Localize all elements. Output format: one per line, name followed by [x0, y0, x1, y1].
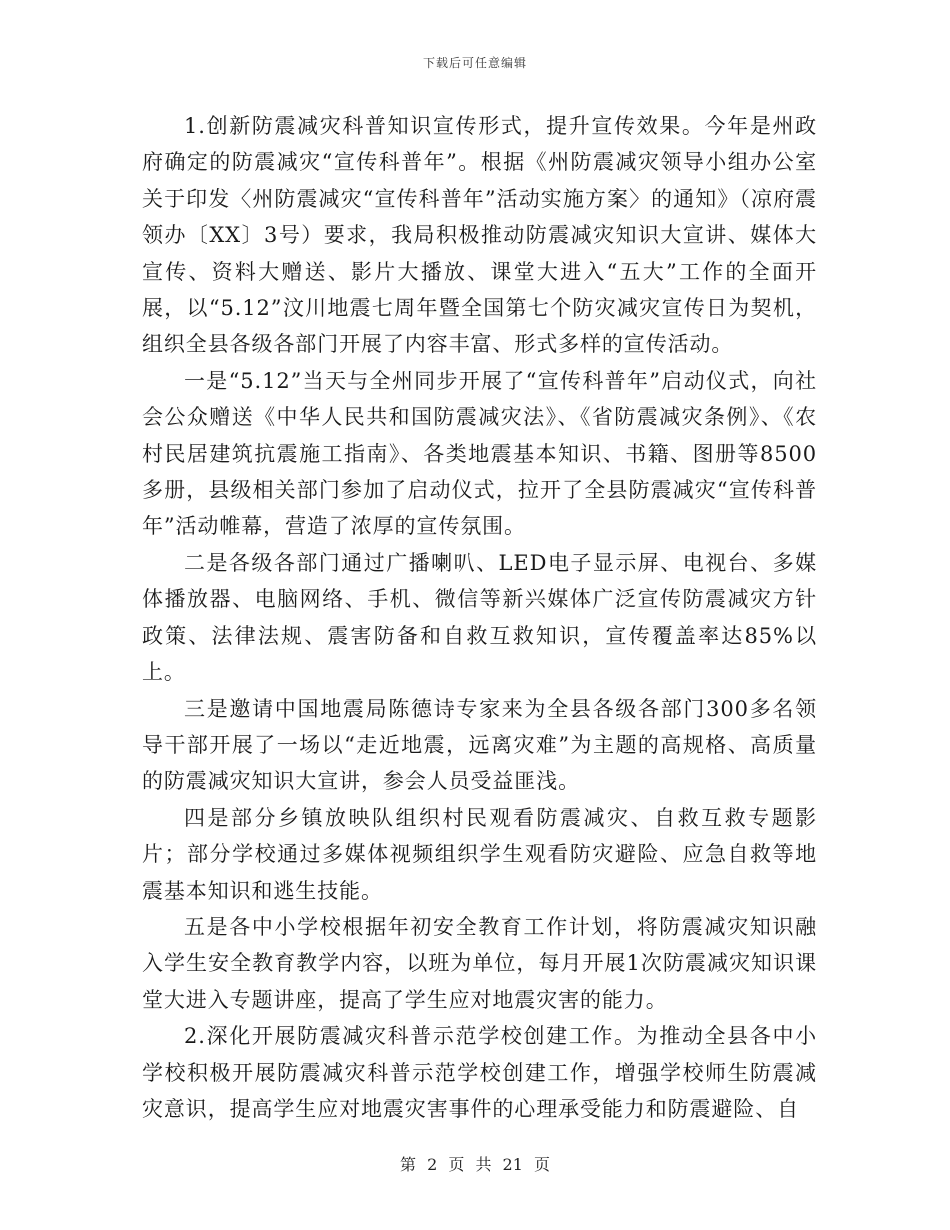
document-body — [142, 108, 817, 1127]
paragraph-2: 一是“5.12”当天与全州同步开展了“宣传科普年”启动仪式，向社会公众赠送《中华人民共和国防震减灾法》、《省防震减灾条例》、《农村民居建筑抗震施工指南》、各类地震基本知识、书籍、图册等8500多册，县级相关部门参加了启动仪式，拉开了全县防震减灾“宣传科普年”活动帷幕，营造了浓厚的宣传氛围。 — [142, 368, 817, 539]
page-footer — [0, 1152, 950, 1175]
paragraph-5: 四是部分乡镇放映队组织村民观看防震减灾、自救互救专题影片；部分学校通过多媒体视频组织学生观看防灾避险、应急自救等地震基本知识和逃生技能。 — [142, 805, 817, 903]
paragraph-1: 1.创新防震减灾科普知识宣传形式，提升宣传效果。今年是州政府确定的防震减灾“宣传科普年”。根据《州防震减灾领导小组办公室关于印发〈州防震减灾“宣传科普年”活动实施方案〉的通知》（凉府震领办〔XX〕3号）要求，我局积极推动防震减灾知识大宣讲、媒体大宣传、资料大赠送、影片大播放、课堂大进入“五大”工作的全面开展，以“5.12”汶川地震七周年暨全国第七个防灾减灾宣传日为契机，组织全县各级各部门开展了内容丰富、形式多样的宣传活动。 — [142, 114, 817, 357]
header-note: 下载后可任意编辑 — [422, 56, 527, 70]
paragraph-6: 五是各中小学校根据年初安全教育工作计划，将防震减灾知识融入学生安全教育教学内容，以班为单位，每月开展1次防震减灾知识课堂大进入专题讲座，提高了学生应对地震灾害的能力。 — [142, 914, 817, 1012]
paragraph-4: 三是邀请中国地震局陈德诗专家来为全县各级各部门300多名领导干部开展了一场以“走近地震，远离灾难”为主题的高规格、高质量的防震减灾知识大宣讲，参会人员受益匪浅。 — [142, 696, 817, 794]
page-number: 第 2 页 共 21 页 — [400, 1155, 550, 1174]
paragraph-7: 2.深化开展防震减灾科普示范学校创建工作。为推动全县各中小学校积极开展防震减灾科普示范学校创建工作，增强学校师生防震减灾意识，提高学生应对地震灾害事件的心理承受能力和防震避险、自 — [142, 1024, 817, 1121]
paragraph-3: 二是各级各部门通过广播喇叭、LED电子显示屏、电视台、多媒体播放器、电脑网络、手机、微信等新兴媒体广泛宣传防震减灾方针政策、法律法规、震害防备和自救互救知识，宣传覆盖率达85%以上。 — [142, 550, 817, 685]
